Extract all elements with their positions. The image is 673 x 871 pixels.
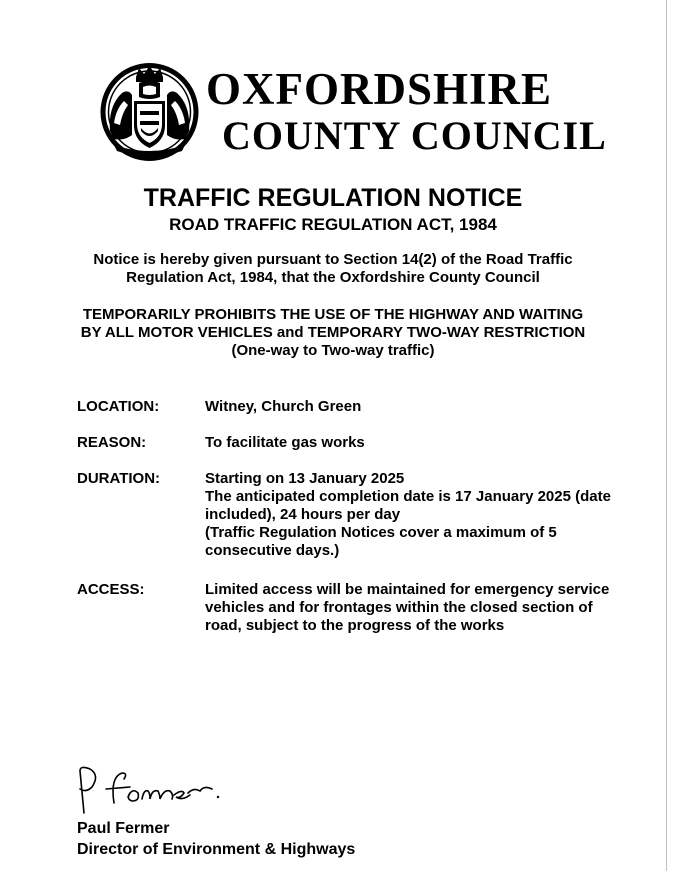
signatory-block: [77, 818, 477, 860]
location-label: LOCATION:: [77, 398, 160, 415]
intro-line: Regulation Act, 1984, that the Oxfordshire County Council: [126, 269, 540, 286]
duration-line: (Traffic Regulation Notices cover a maximum of 5: [205, 524, 557, 541]
access-line: road, subject to the progress of the works: [205, 617, 505, 634]
duration-line: included), 24 hours per day: [205, 506, 401, 523]
access-line: vehicles and for frontages within the closed section of: [205, 599, 593, 616]
duration-line: consecutive days.): [205, 542, 340, 559]
prohibition-line: BY ALL MOTOR VEHICLES and TEMPORARY TWO-WAY RESTRICTION: [80, 324, 586, 341]
wordmark-line2: COUNTY COUNCIL: [222, 113, 607, 158]
duration-line: The anticipated completion date is 17 January 2025 (date: [205, 488, 611, 505]
prohibition-line: TEMPORARILY PROHIBITS THE USE OF THE HIGHWAY AND WAITING: [82, 306, 584, 323]
access-value: [205, 581, 645, 635]
location-value: Witney, Church Green: [205, 398, 362, 415]
wordmark-line1: OXFORDSHIRE: [206, 64, 553, 114]
signatory-name: Paul Fermer: [77, 820, 170, 837]
intro-paragraph: [40, 251, 626, 287]
page-edge-divider: [666, 0, 667, 871]
duration-line: Starting on 13 January 2025: [205, 470, 405, 487]
oxfordshire-crest-icon: [96, 61, 203, 163]
intro-line: Notice is hereby given pursuant to Section 14(2) of the Road Traffic: [93, 251, 573, 268]
duration-value: [205, 470, 645, 560]
handwritten-signature: [70, 763, 230, 819]
duration-label: DURATION:: [77, 470, 161, 487]
notice-subtitle: ROAD TRAFFIC REGULATION ACT, 1984: [169, 215, 497, 234]
reason-label: REASON:: [77, 434, 147, 451]
access-line: Limited access will be maintained for emergency service: [205, 581, 610, 598]
council-wordmark: [206, 64, 607, 158]
reason-value: To facilitate gas works: [205, 434, 365, 451]
notice-title: TRAFFIC REGULATION NOTICE: [143, 184, 523, 212]
signatory-title: Director of Environment & Highways: [77, 841, 356, 858]
prohibition-paragraph: [20, 306, 646, 360]
prohibition-line: (One-way to Two-way traffic): [231, 342, 435, 359]
access-label: ACCESS:: [77, 581, 145, 598]
